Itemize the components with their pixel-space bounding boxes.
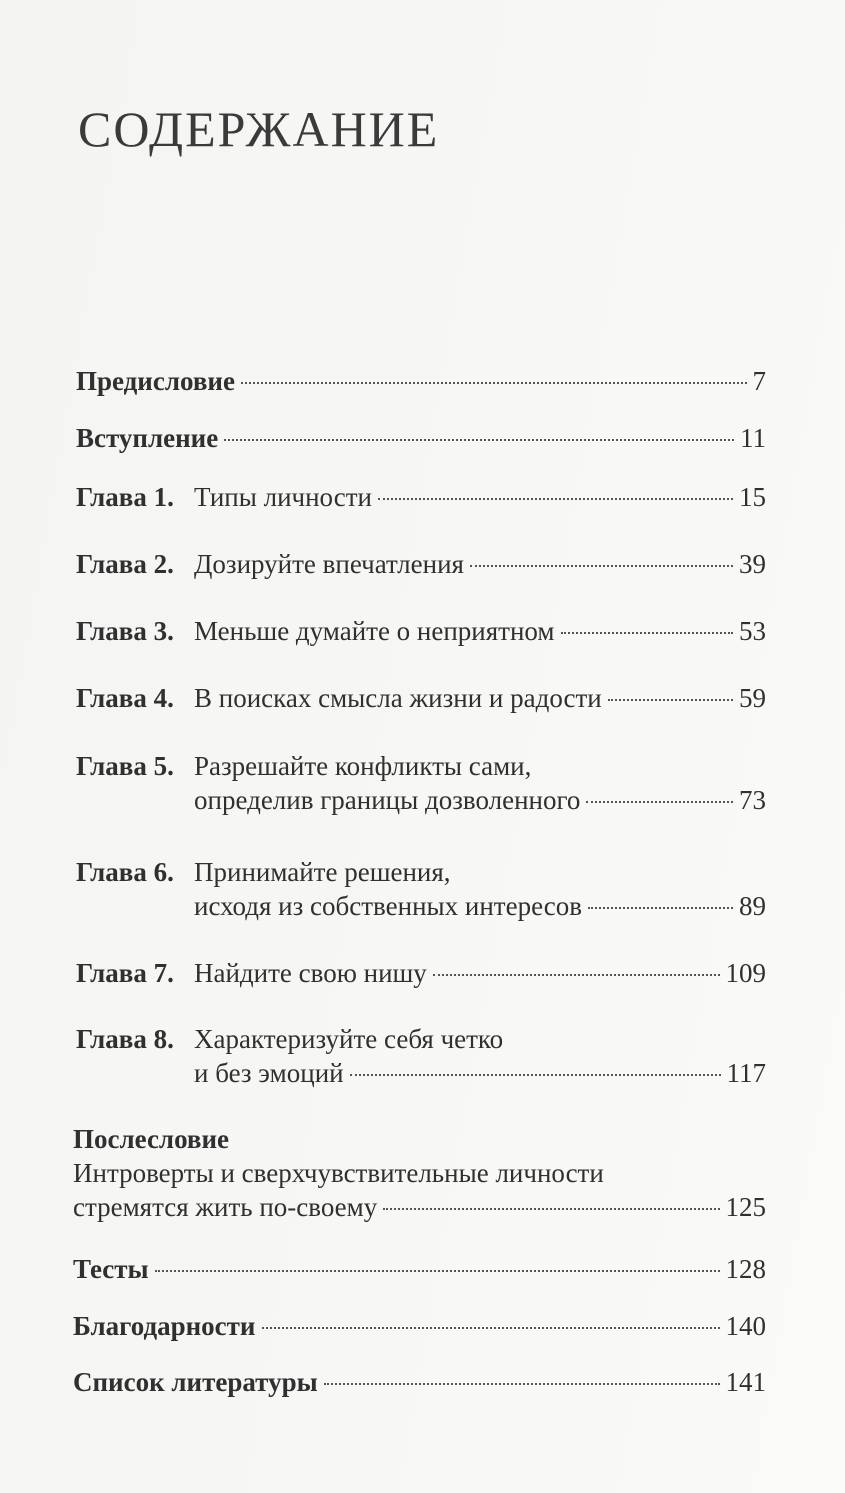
entry-label: Вступление [76, 423, 219, 453]
toc-entry-intro[interactable] [76, 421, 766, 455]
chapter-title-line-2: определив границы дозволенного [194, 785, 581, 815]
leader-dots [262, 1327, 720, 1329]
page-number: 140 [725, 1311, 766, 1341]
chapter-title-line-2: и без эмоций [194, 1058, 344, 1088]
leader-dots [383, 1208, 719, 1210]
toc-entry-bibliography[interactable] [73, 1365, 766, 1399]
leader-dots [324, 1383, 720, 1385]
toc-entry-acknowledgements[interactable] [73, 1309, 766, 1343]
chapter-number: Глава 7. [76, 958, 174, 988]
toc-entry-chapter-3[interactable] [76, 614, 766, 648]
chapter-title: Найдите свою нишу [194, 958, 427, 988]
leader-dots [470, 565, 733, 567]
toc-entry-preface[interactable] [76, 364, 766, 398]
toc-entry-chapter-5[interactable] [76, 749, 766, 817]
leader-dots [561, 632, 734, 634]
toc-entry-chapter-8[interactable] [76, 1022, 766, 1090]
page-number: 141 [725, 1367, 766, 1397]
toc-entry-chapter-6[interactable] [76, 855, 766, 923]
page-number: 73 [739, 785, 766, 815]
chapter-number: Глава 5. [76, 751, 174, 781]
leader-dots [433, 974, 720, 976]
leader-dots [586, 801, 733, 803]
toc-entry-chapter-4[interactable] [76, 681, 766, 715]
leader-dots [378, 498, 733, 500]
afterword-line-2: стремятся жить по-своему [73, 1192, 378, 1222]
leader-dots [608, 699, 733, 701]
chapter-title: В поисках смысла жизни и радости [194, 683, 602, 713]
page-number: 39 [739, 549, 766, 579]
toc-entry-chapter-7[interactable] [76, 956, 766, 990]
chapter-number: Глава 6. [76, 857, 174, 887]
page-title: СОДЕРЖАНИЕ [78, 101, 440, 157]
chapter-title-line-1: Разрешайте конфликты сами, [194, 751, 532, 781]
chapter-number: Глава 8. [76, 1024, 174, 1054]
leader-dots [224, 439, 734, 441]
toc-entry-chapter-2[interactable] [76, 547, 766, 581]
leader-dots [588, 907, 733, 909]
chapter-title-line-2: исходя из собственных интересов [194, 891, 582, 921]
chapter-title-line-1: Характеризуйте себя четко [194, 1024, 504, 1054]
toc-entry-tests[interactable] [73, 1252, 766, 1286]
leader-dots [155, 1270, 720, 1272]
page-number: 128 [725, 1254, 766, 1284]
leader-dots [350, 1074, 721, 1076]
toc-entry-afterword[interactable] [73, 1122, 766, 1224]
entry-label: Список литературы [73, 1367, 318, 1397]
chapter-number: Глава 1. [76, 482, 174, 512]
page-number: 89 [739, 891, 766, 921]
page-number: 7 [752, 366, 766, 396]
entry-label: Предисловие [76, 366, 235, 396]
toc-entry-chapter-1[interactable] [76, 480, 766, 514]
entry-label: Послесловие [73, 1124, 230, 1154]
entry-label: Благодарности [73, 1311, 256, 1341]
chapter-title-line-1: Принимайте решения, [194, 857, 451, 887]
page-number: 59 [739, 683, 766, 713]
chapter-title: Типы личности [194, 482, 372, 512]
chapter-number: Глава 4. [76, 683, 174, 713]
page-number: 15 [739, 482, 766, 512]
page-number: 53 [739, 616, 766, 646]
entry-label: Тесты [73, 1254, 149, 1284]
chapter-number: Глава 2. [76, 549, 174, 579]
chapter-number: Глава 3. [76, 616, 174, 646]
page-number: 117 [726, 1058, 766, 1088]
chapter-title: Меньше думайте о неприятном [194, 616, 555, 646]
page-number: 11 [740, 423, 766, 453]
page-number: 109 [725, 958, 766, 988]
chapter-title: Дозируйте впечатления [194, 549, 464, 579]
leader-dots [241, 382, 747, 384]
page-number: 125 [725, 1192, 766, 1222]
afterword-line-1: Интроверты и сверхчувствительные личности [73, 1158, 604, 1188]
